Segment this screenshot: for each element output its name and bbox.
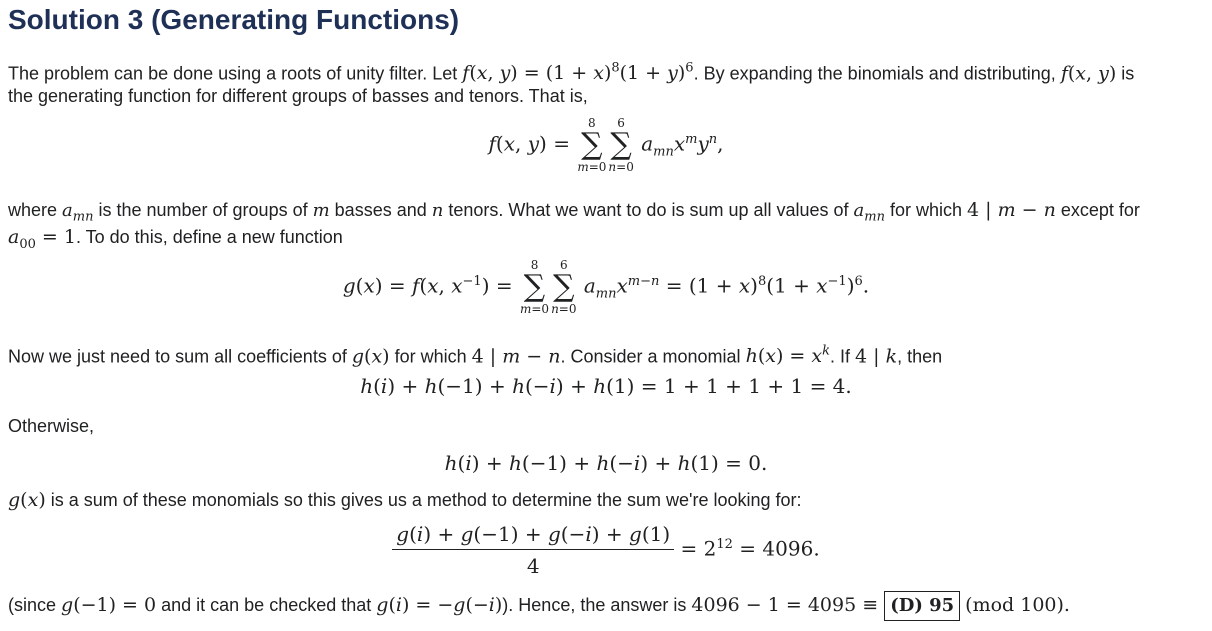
intro-text-a: The problem can be done using a roots of unity filter. Let (8, 63, 463, 84)
intro-paragraph-line-2: the generating function for different groups of basses and tenors. That is, (8, 86, 588, 106)
definition-paragraph-line-1: where $a_{mn}$ is the number of groups of m basses and n tenors. What we want to do is sum up all values of $a_{mn}$ for which 4 | m − n except for (8, 199, 1140, 225)
sum-n: 6 ∑ n=0 (608, 116, 634, 174)
conclusion-paragraph: (since g(−1) = 0 and it can be checked that g(i) = −g(−i)). Hence, the answer is 4096 − 1 = 4095 ≡ (D) 95 (mod 100). (8, 591, 1070, 621)
display-equation-fraction: $\frac{g(i) + g(-1) + g(-i) + g(1)}{4}$ = $2^{12} = 4096$. (0, 522, 1212, 578)
intro-text-b: . By expanding the binomials and distributing, (693, 63, 1061, 84)
display-equation-g-sum: g(x) = f(x, $x^{-1}$) = 8 ∑ m=0 6 ∑ n=0 $a_{mn}x^{m-n} = (1 + x)^8(1 + x^{-1})^6$. (342, 258, 870, 316)
definition-paragraph-line-2: $a_{00} = 1$. To do this, define a new function (8, 226, 343, 252)
coefficients-paragraph: Now we just need to sum all coefficients of g(x) for which 4 | m − n. Consider a monomial $h(x) = x^k$. If 4 | k, then (8, 344, 943, 368)
display-equation-h-sum-4: h(i) + h(−1) + h(−i) + h(1) = 1 + 1 + 1 + 1 = 4. (360, 374, 852, 398)
math-f-xy: f(x, y) (1060, 62, 1117, 85)
math-f-definition: f(x, $y) = (1 + x)^8(1 + y)^6$ (462, 61, 694, 85)
mod-text: (mod 100). (965, 594, 1070, 616)
otherwise-paragraph: Otherwise, (8, 416, 95, 436)
fraction: $\frac{g(i) + g(-1) + g(-i) + g(1)}{4}$ (392, 522, 674, 578)
display-equation-f-sum: f(x, y) = 8 ∑ m=0 6 ∑ n=0 $a_{mn}x^my^n$, (488, 116, 724, 174)
sum-m: 8 ∑ m=0 (577, 116, 607, 174)
intro-paragraph-line-1 (8, 56, 1134, 86)
method-paragraph: g(x) is a sum of these monomials so this gives us a method to determine the sum we're looking for: (8, 489, 802, 511)
answer-box: (D) 95 (884, 591, 960, 621)
intro-text-c: is (1116, 63, 1135, 84)
solution-heading: Solution 3 (Generating Functions) (8, 4, 460, 35)
display-equation-h-sum-0: h(i) + h(−1) + h(−i) + h(1) = 0. (444, 451, 768, 475)
